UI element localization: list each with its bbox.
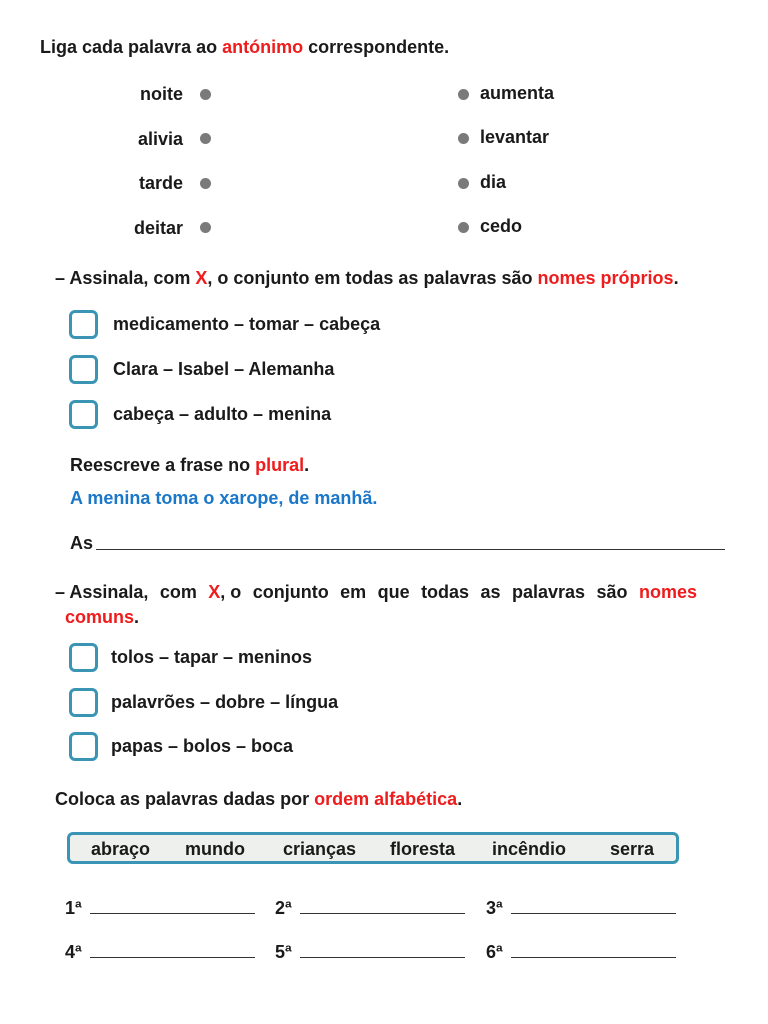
- word-bank-word: serra: [610, 839, 655, 859]
- alphabetical-instruction: Coloca as palavras dadas por ordem alfabética.: [55, 789, 463, 809]
- word-bank-word: crianças: [283, 839, 357, 859]
- option-label: tolos – tapar – meninos: [111, 647, 313, 667]
- connect-dot[interactable]: [200, 89, 211, 100]
- connect-dot[interactable]: [200, 133, 211, 144]
- left-word: alivia: [137, 129, 183, 149]
- word-bank-word: floresta: [390, 839, 456, 859]
- ordinal-label: 1ª: [65, 898, 82, 918]
- right-word: cedo: [480, 216, 523, 236]
- option-checkbox[interactable]: [69, 310, 98, 339]
- proper-nouns-instruction: – Assinala, com X, o conjunto em todas as palavras são nomes próprios.: [55, 268, 679, 288]
- answer-line[interactable]: [90, 957, 255, 958]
- left-word: tarde: [138, 173, 183, 193]
- plural-highlight: plural: [255, 455, 305, 475]
- option-checkbox[interactable]: [69, 355, 98, 384]
- answer-line[interactable]: [90, 913, 255, 914]
- option-label: cabeça – adulto – menina: [113, 404, 332, 424]
- option-label: medicamento – tomar – cabeça: [113, 314, 381, 334]
- word-bank: [67, 832, 679, 864]
- connect-dot[interactable]: [458, 178, 469, 189]
- connect-dot[interactable]: [458, 89, 469, 100]
- option-label: papas – bolos – boca: [111, 736, 294, 756]
- antonimo-highlight: antónimo: [222, 37, 304, 57]
- nomes-highlight: nomes: [638, 582, 697, 602]
- answer-line[interactable]: [511, 913, 676, 914]
- word-bank-word: abraço: [91, 839, 151, 859]
- word-bank-word: mundo: [185, 839, 245, 859]
- answer-line[interactable]: [300, 957, 465, 958]
- ordinal-label: 6ª: [486, 942, 503, 962]
- right-word: aumenta: [480, 83, 555, 103]
- answer-line[interactable]: [300, 913, 465, 914]
- word-bank-word: incêndio: [492, 839, 567, 859]
- ordinal-label: 5ª: [275, 942, 292, 962]
- ordinal-label: 3ª: [486, 898, 503, 918]
- option-checkbox[interactable]: [69, 400, 98, 429]
- connect-dot[interactable]: [200, 222, 211, 233]
- right-word: levantar: [480, 127, 550, 147]
- right-word: dia: [480, 172, 507, 192]
- option-checkbox[interactable]: [69, 643, 98, 672]
- connect-dot[interactable]: [458, 133, 469, 144]
- answer-line[interactable]: [511, 957, 676, 958]
- ordinal-label: 2ª: [275, 898, 292, 918]
- plural-answer-start: As: [70, 533, 94, 553]
- comuns-highlight: comuns: [65, 607, 135, 627]
- option-label: Clara – Isabel – Alemanha: [113, 359, 335, 379]
- ordem-alfabetica-highlight: ordem alfabética: [314, 789, 458, 809]
- plural-sentence: A menina toma o xarope, de manhã.: [70, 488, 378, 508]
- connect-dot[interactable]: [458, 222, 469, 233]
- plural-answer-line[interactable]: [96, 549, 725, 550]
- option-label: palavrões – dobre – língua: [111, 692, 339, 712]
- left-word: noite: [140, 84, 183, 104]
- connect-dot[interactable]: [200, 178, 211, 189]
- ordinal-label: 4ª: [65, 942, 82, 962]
- plural-instruction: Reescreve a frase no plural.: [70, 455, 310, 475]
- common-nouns-instruction: – Assinala, com X, o conjunto em que todas as palavras são nomes comuns.: [55, 582, 697, 627]
- option-checkbox[interactable]: [69, 688, 98, 717]
- option-checkbox[interactable]: [69, 732, 98, 761]
- left-word: deitar: [133, 218, 183, 238]
- nomes-proprios-highlight: nomes próprios: [537, 268, 674, 288]
- antonyms-instruction: Liga cada palavra ao antónimo correspondente.: [40, 37, 450, 57]
